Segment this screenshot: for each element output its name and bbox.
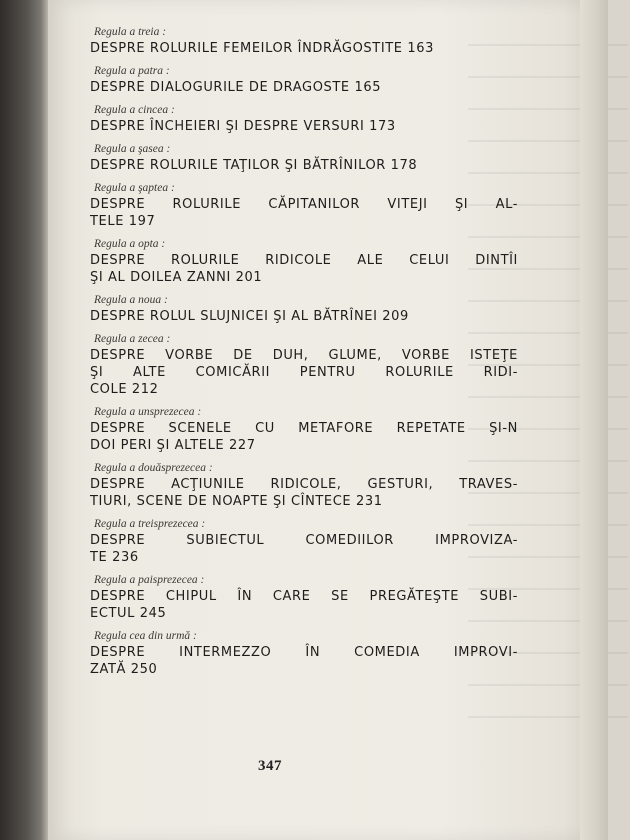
rule-label: Regula a patra : xyxy=(94,65,170,77)
chapter-title xyxy=(88,644,518,678)
rule-label: Regula cea din urmă : xyxy=(94,630,197,642)
chapter-title-line: DESPRE CHIPUL ÎN CARE SE PREGĂTEŞTE SUBI- xyxy=(90,589,518,604)
toc-entry xyxy=(88,24,518,57)
chapter-title-line: DESPRE ROLURILE CĂPITANILOR VITEJI ŞI AL- xyxy=(90,197,518,212)
rule-label: Regula a opta : xyxy=(94,238,166,250)
toc-entry xyxy=(88,404,518,454)
toc-entry xyxy=(88,460,518,510)
chapter-title-line: ŞI AL DOILEA ZANNI 201 xyxy=(90,270,263,285)
chapter-title-line: DESPRE ROLURILE TAŢILOR ŞI BĂTRÎNILOR 178 xyxy=(90,158,418,173)
chapter-title xyxy=(88,347,518,398)
chapter-title xyxy=(88,40,518,57)
chapter-title-line: DESPRE ROLURILE FEMEILOR ÎNDRĂGOSTITE 163 xyxy=(90,41,434,56)
rule-label: Regula a douăsprezecea : xyxy=(94,462,213,474)
book-spine-shadow xyxy=(0,0,48,840)
chapter-title-line: TE 236 xyxy=(90,550,139,565)
chapter-title-line: DESPRE INTERMEZZO ÎN COMEDIA IMPROVI- xyxy=(90,645,518,660)
rule-label: Regula a zecea : xyxy=(94,333,171,345)
chapter-title xyxy=(88,252,518,286)
rule-label: Regula a noua : xyxy=(94,294,168,306)
rule-label: Regula a şaptea : xyxy=(94,182,175,194)
chapter-title xyxy=(88,532,518,566)
chapter-title-line: DESPRE ÎNCHEIERI ŞI DESPRE VERSURI 173 xyxy=(90,119,396,134)
rule-label: Regula a treisprezecea : xyxy=(94,518,206,530)
page-edge xyxy=(580,0,608,840)
chapter-title-line: DOI PERI ŞI ALTELE 227 xyxy=(90,438,256,453)
chapter-title-line: DESPRE ROLURILE RIDICOLE ALE CELUI DINTÎI xyxy=(90,253,518,268)
chapter-title-line: TIURI, SCENE DE NOAPTE ŞI CÎNTECE 231 xyxy=(90,494,383,509)
chapter-title-line: ŞI ALTE COMICĂRII PENTRU ROLURILE RIDI- xyxy=(90,365,518,380)
toc-entry xyxy=(88,102,518,135)
chapter-title xyxy=(88,476,518,510)
table-of-contents xyxy=(88,24,518,684)
chapter-title-line: TELE 197 xyxy=(90,214,156,229)
chapter-title xyxy=(88,196,518,230)
chapter-title xyxy=(88,308,518,325)
rule-label: Regula a cincea : xyxy=(94,104,175,116)
toc-entry xyxy=(88,63,518,96)
rule-label: Regula a unsprezecea : xyxy=(94,406,202,418)
chapter-title xyxy=(88,420,518,454)
toc-entry xyxy=(88,628,518,678)
rule-label: Regula a şasea : xyxy=(94,143,171,155)
toc-entry xyxy=(88,572,518,622)
chapter-title-line: DESPRE ROLUL SLUJNICEI ŞI AL BĂTRÎNEI 209 xyxy=(90,309,409,324)
chapter-title-line: DESPRE SUBIECTUL COMEDIILOR IMPROVIZA- xyxy=(90,533,518,548)
toc-entry xyxy=(88,292,518,325)
chapter-title-line: COLE 212 xyxy=(90,382,159,397)
chapter-title-line: DESPRE ACŢIUNILE RIDICOLE, GESTURI, TRAVES- xyxy=(90,477,518,492)
rule-label: Regula a treia : xyxy=(94,26,167,38)
chapter-title xyxy=(88,588,518,622)
toc-entry xyxy=(88,236,518,286)
toc-entry xyxy=(88,180,518,230)
toc-entry xyxy=(88,141,518,174)
chapter-title-line: ZATĂ 250 xyxy=(90,662,158,677)
chapter-title-line: ECTUL 245 xyxy=(90,606,167,621)
chapter-title xyxy=(88,118,518,135)
chapter-title-line: DESPRE DIALOGURILE DE DRAGOSTE 165 xyxy=(90,80,382,95)
chapter-title-line: DESPRE VORBE DE DUH, GLUME, VORBE ISTEŢE xyxy=(90,348,518,363)
chapter-title xyxy=(88,79,518,96)
chapter-title-line: DESPRE SCENELE CU METAFORE REPETATE ŞI-N xyxy=(90,421,518,436)
toc-entry xyxy=(88,331,518,398)
toc-entry xyxy=(88,516,518,566)
page-number: 347 xyxy=(258,758,282,774)
rule-label: Regula a paisprezecea : xyxy=(94,574,205,586)
chapter-title xyxy=(88,157,518,174)
